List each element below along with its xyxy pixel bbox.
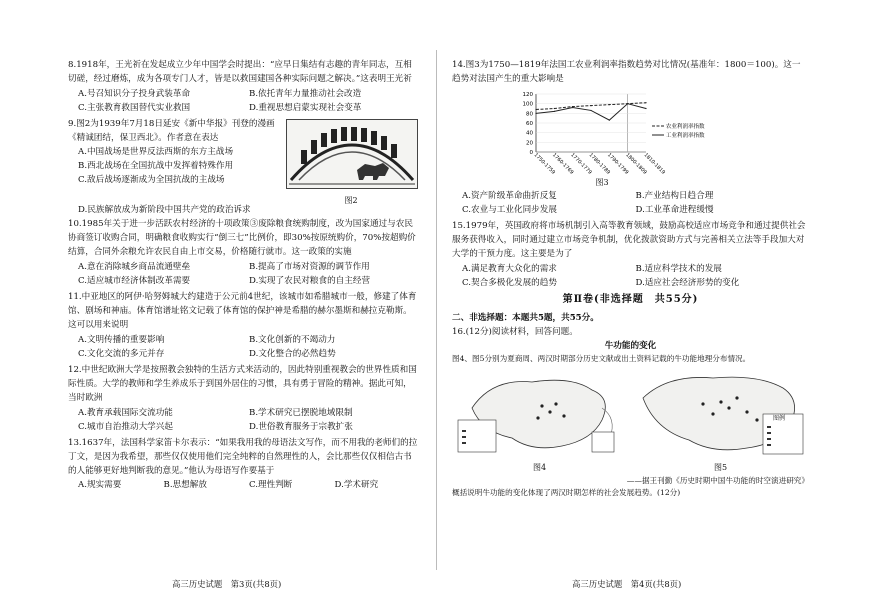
option-d[interactable]: D.文化整合的必然趋势	[249, 349, 336, 359]
x-tick-label: 1750-1759	[532, 152, 557, 176]
x-tick-label: 1770-1779	[569, 152, 593, 176]
question-14-options	[462, 189, 809, 217]
x-tick-label: 1800-1809	[624, 152, 648, 176]
option-a[interactable]: A.中国战场是世界反法西斯的东方主战场	[78, 147, 234, 157]
data-point	[535, 109, 536, 110]
maps-row	[452, 368, 809, 475]
option-c[interactable]: C.理性判断	[249, 480, 293, 490]
figure-4	[452, 368, 627, 475]
option-c[interactable]: C.主张教育救国替代实业救国	[78, 103, 191, 113]
y-tick-label: 100	[522, 101, 533, 108]
option-c[interactable]: C.文化交流的多元并存	[78, 349, 165, 359]
data-point	[572, 107, 573, 108]
question-13-stem: 13.1637年，法国科学家笛卡尔表示：“如果我用我的母语法文写作，而不用我的老师们的拉丁文，是因为我希望，那些仅仅使用他们完全纯粹的自然理性的人，会比那些仅仅相信古书的人能够更好地判断我的意见。”他认为母语写作要基于	[68, 438, 418, 476]
figure-5	[633, 368, 808, 475]
option-a[interactable]: A.规实需要	[78, 480, 122, 490]
question-12-stem: 12.中世纪欧洲大学是按照教会独特的生活方式来活动的，因此特别重视教会的世界性质和国际性质。大学的教师和学生养成乐于到国外居住的习惯，具有勇于冒险的精神。据此可知，当时欧洲	[68, 365, 417, 403]
data-point	[609, 104, 610, 105]
question-16-task: 概括说明牛功能的变化体现了两汉时期怎样的社会发展趋势。(12分)	[452, 488, 681, 497]
left-column	[68, 58, 420, 492]
data-point	[554, 111, 555, 112]
data-point	[627, 103, 628, 104]
option-d[interactable]: D.学术研究	[334, 480, 379, 490]
data-point	[645, 102, 646, 103]
option-b[interactable]: B.学术研究已摆脱地域限制	[249, 408, 353, 418]
question-14-stem: 14.图3为1750—1819年法国工农业利润率指数趋势对比情况(基准年：1800＝100)。这一趋势对法国产生的重大影响是	[452, 60, 801, 84]
y-tick-label: 20	[526, 140, 533, 147]
question-11-stem: 11.中亚地区的阿伊·哈努姆城大约建造于公元前4世纪，该城市如希腊城市一般，修建了体育馆、剧场和神庙。体育馆谱址铭文记载了体育馆的保护神是希腊的赫尔墨斯和赫拉克勒斯。这可以用来说明	[68, 292, 417, 330]
option-c[interactable]: C.城市自治推动大学兴起	[78, 422, 173, 432]
y-tick-label: 0	[529, 150, 533, 156]
option-a[interactable]: A.意在消除城乡商品流通壁垒	[78, 262, 191, 272]
option-c[interactable]: C.适应城市经济体制改革需要	[78, 276, 191, 286]
page-footer-left: 高三历史试题 第3页(共8页)	[172, 579, 282, 589]
question-10-stem: 10.1985年关于进一步活跃农村经济的十项政策③废除粮食统购制度，改为国家通过与农民协商签订收购合同，明确粮食收购实行“倒三七”比例价，即30%按原统购价，70%按超购价结算，合同外余粮允许农民自由上市交易，价格随行就市。这一政策的实施	[68, 219, 416, 257]
option-a[interactable]: A.号召知识分子投身武装革命	[78, 89, 191, 99]
data-point	[590, 110, 591, 111]
option-c[interactable]: C.农业与工业化同步发展	[462, 205, 557, 215]
option-b[interactable]: B.思想解放	[163, 480, 207, 490]
legend-title: 图例	[773, 415, 786, 422]
option-a[interactable]: A.满足教育大众化的需求	[462, 264, 557, 274]
question-12-options	[78, 406, 420, 434]
question-13-options	[78, 478, 420, 492]
section-title: 第Ⅱ卷(非选择题 共55分)	[562, 294, 699, 305]
question-8-stem: 8.1918年，王光祈在发起成立少年中国学会时提出：“应早日集结有志趣的青年同志，互相切磋，经过磨炼，成为各项专门人才，皆是以救国建国各种实际问题之解决。”这表明王光祈	[68, 60, 412, 84]
figure-2	[286, 119, 416, 208]
option-b[interactable]: B.产业结构日趋合理	[635, 191, 714, 201]
x-tick-label: 1790-1799	[605, 152, 630, 176]
section-note: 二、非选择题：本题共5题，共55分。	[452, 313, 599, 323]
question-15-options	[462, 262, 809, 290]
figure-5-caption: 图5	[713, 463, 728, 472]
question-8-options	[78, 87, 420, 115]
option-a[interactable]: A.文明传播的重要影响	[78, 335, 165, 345]
option-c[interactable]: C.敌后战场逐渐成为全国抗战的主战场	[78, 175, 225, 185]
map-xia-shang-zhou	[452, 368, 627, 456]
right-column	[452, 58, 809, 499]
profit-index-chart	[512, 88, 752, 178]
option-a[interactable]: A.教育承载国际交流功能	[78, 408, 173, 418]
data-point	[609, 120, 610, 121]
option-b[interactable]: B.适应科学技术的发展	[635, 264, 722, 274]
y-tick-label: 40	[526, 130, 533, 137]
x-tick-label: 1810-1819	[642, 152, 667, 176]
column-divider	[436, 50, 437, 570]
question-16-stem: 16.(12分)阅读材料，回答问题。	[452, 327, 578, 337]
option-d[interactable]: D.适应社会经济形势的变化	[635, 278, 740, 288]
option-d[interactable]: D.工业革命进程缓慢	[635, 205, 714, 215]
data-point	[535, 113, 536, 114]
map-han	[633, 368, 808, 456]
page-footer-right: 高三历史试题 第4页(共8页)	[572, 579, 682, 589]
option-d[interactable]: D.民族解放成为新阶段中国共产党的政治诉求	[78, 205, 251, 215]
legend-label: 农业利润率指数	[666, 124, 705, 130]
material-title: 牛功能的变化	[604, 341, 657, 351]
y-tick-label: 60	[526, 121, 533, 127]
question-9-block	[68, 117, 420, 205]
data-point	[645, 108, 646, 109]
material-text: 图4、图5分别为夏商周、两汉时期部分历史文献或出土资料记载的牛功能地理分布情况。	[452, 354, 751, 363]
material-source: ——据王刊勤《历史时期中国牛功能的时空演进研究》	[626, 476, 809, 485]
question-11-options	[78, 333, 420, 361]
option-b[interactable]: B.提高了市场对资源的调节作用	[249, 262, 370, 272]
question-15-stem: 15.1979年，英国政府将市场机制引入高等教育领域，鼓励高校适应市场竞争和通过提供社会服务获得收入，同时通过建立市场竞争机制，优化拨款资助方式与完善相关立法等手段加大对大学的干预力度。这主要是为了	[452, 221, 806, 259]
figure-3	[512, 88, 809, 188]
option-b[interactable]: B.文化创新的不竭动力	[249, 335, 336, 345]
figure-2-caption: 图2	[344, 196, 358, 205]
option-c[interactable]: C.契合多极化发展的趋势	[462, 278, 557, 288]
y-tick-label: 80	[526, 111, 533, 118]
option-a[interactable]: A.资产阶级革命曲折反复	[462, 191, 557, 201]
option-b[interactable]: B.依托青年力量推动社会改造	[249, 89, 362, 99]
question-9-stem: 9.图2为1939年7月18日延安《新中华报》刊登的漫画《精诚团结，保卫西北》。作者意在表达	[68, 119, 275, 143]
option-d[interactable]: D.重视思想启蒙实现社会变革	[249, 103, 362, 113]
data-point	[590, 105, 591, 106]
legend-label: 工业利润率指数	[666, 133, 705, 139]
option-d[interactable]: D.实现了农民对粮食的自主经营	[249, 276, 371, 286]
cartoon-image	[286, 119, 418, 189]
option-b[interactable]: B.西北战场在全国抗战中发挥着特殊作用	[78, 161, 234, 171]
question-10-options	[78, 260, 420, 288]
x-tick-label: 1780-1789	[587, 152, 612, 176]
figure-4-caption: 图4	[532, 463, 547, 472]
x-tick-label: 1760-1769	[550, 152, 575, 176]
option-d[interactable]: D.世俗教育服务于宗教扩张	[249, 422, 353, 432]
figure-3-caption: 图3	[595, 178, 609, 187]
y-tick-label: 120	[522, 92, 533, 98]
data-point	[554, 108, 555, 109]
